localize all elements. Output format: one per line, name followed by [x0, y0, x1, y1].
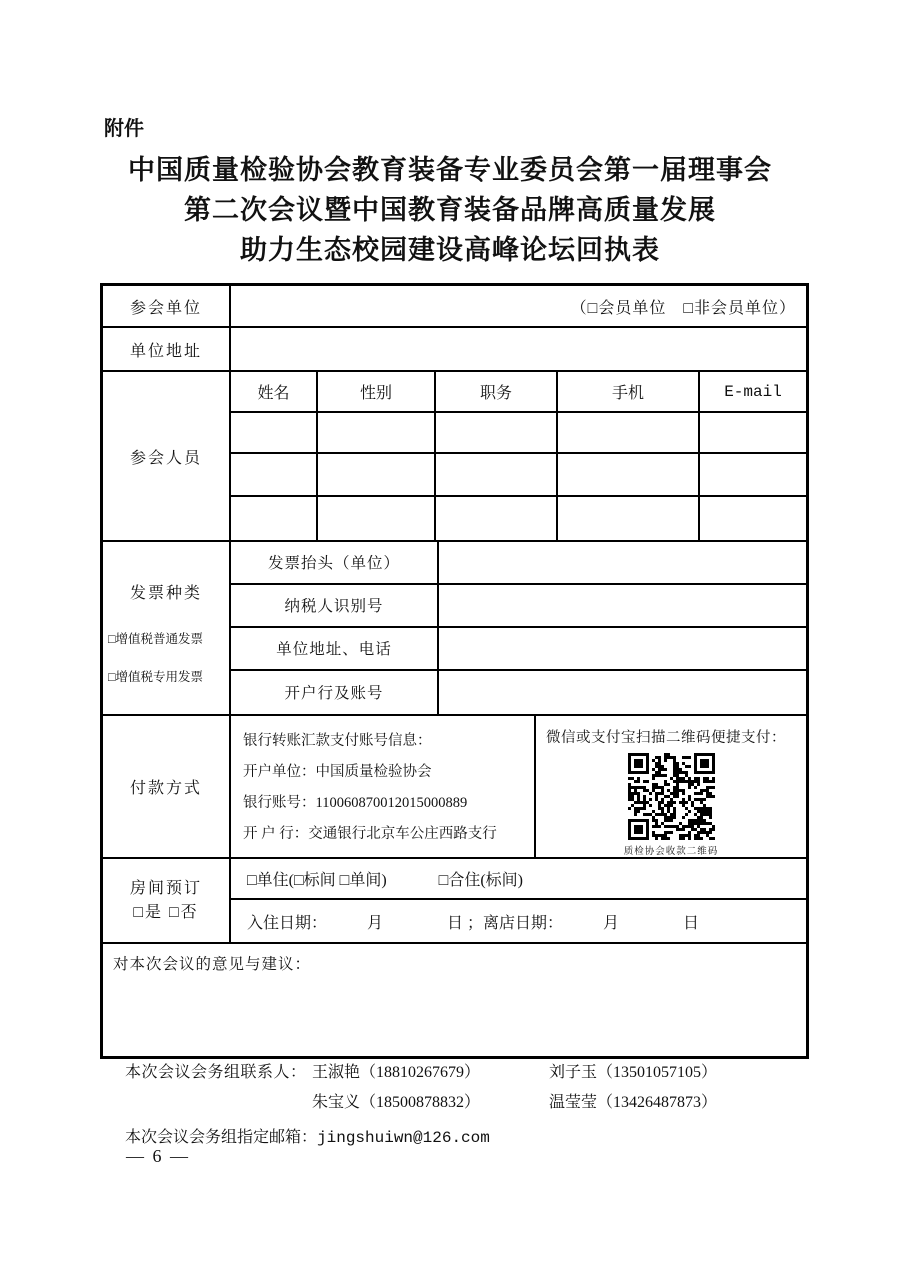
address-input-cell[interactable]: [231, 328, 806, 370]
bank-account-input-cell[interactable]: [439, 671, 806, 714]
unit-address-phone-input-cell[interactable]: [439, 628, 806, 669]
email-address: jingshuiwn@126.com: [317, 1129, 490, 1147]
row-room: [103, 859, 806, 944]
participant-position-cell[interactable]: [436, 413, 558, 452]
row-address: [103, 328, 806, 372]
title-line-2: 第二次会议暨中国教育装备品牌高质量发展: [184, 195, 716, 225]
room-dates-line[interactable]: 入住日期： 月 日 ；离店日期： 月 日: [247, 914, 700, 932]
participant-gender-cell[interactable]: [318, 454, 436, 495]
invoice-field-row: [231, 542, 806, 585]
document-title: [0, 150, 900, 270]
address-label: 单位地址: [103, 328, 231, 370]
participant-row: [231, 497, 806, 540]
attachment-label: 附件: [104, 118, 144, 140]
title-line-3: 助力生态校园建设高峰论坛回执表: [240, 235, 660, 265]
invoice-title-label: 发票抬头（单位）: [231, 542, 439, 583]
qr-caption: 质检协会收款二维码: [623, 847, 719, 857]
participant-name-cell[interactable]: [231, 413, 318, 452]
comments-label: 对本次会议的意见与建议：: [113, 956, 312, 973]
invoice-field-row: [231, 628, 806, 671]
bank-transfer-info: [231, 716, 536, 857]
participant-email-cell[interactable]: [700, 413, 806, 452]
participants-header-row: [231, 372, 806, 413]
invoice-field-row: [231, 585, 806, 629]
email-label: 本次会议会务组指定邮箱：: [125, 1129, 318, 1146]
participant-name-cell[interactable]: [231, 454, 318, 495]
page-number: — 6 —: [126, 1146, 190, 1166]
participant-mobile-cell[interactable]: [558, 413, 700, 452]
participant-email-cell[interactable]: [700, 497, 806, 540]
col-header-email: E-mail: [724, 382, 782, 401]
contact-4: 温莹莹（13426487873）: [549, 1094, 718, 1111]
col-header-position: 职务: [436, 372, 558, 411]
col-header-gender: 性别: [318, 372, 436, 411]
qr-payment-title: 微信或支付宝扫描二维码便捷支付：: [546, 730, 786, 746]
payment-label: 付款方式: [103, 716, 231, 857]
participant-gender-cell[interactable]: [318, 497, 436, 540]
participant-position-cell[interactable]: [436, 454, 558, 495]
invoice-label: 发票种类: [129, 585, 202, 602]
contact-3: 朱宝义（18500878832）: [312, 1094, 481, 1111]
participant-email-cell[interactable]: [700, 454, 806, 495]
checkbox-room-shared[interactable]: □合住(标间): [438, 872, 523, 890]
participants-label: 参会人员: [103, 372, 231, 540]
participant-mobile-cell[interactable]: [558, 497, 700, 540]
bank-account-label: 开户行及账号: [231, 671, 439, 714]
participants-grid: [231, 372, 806, 540]
contacts-block: [125, 1058, 786, 1118]
checkbox-vat-special[interactable]: □增值税专用发票: [108, 670, 204, 684]
room-reservation-cell: [103, 859, 231, 942]
invoice-title-input-cell[interactable]: [439, 542, 806, 583]
unit-label: 参会单位: [103, 286, 231, 326]
contact-2: 刘子玉（13501057105）: [549, 1064, 718, 1081]
bank-info-title: 银行转账汇款支付账号信息：: [243, 733, 432, 749]
title-line-1: 中国质量检验协会教育装备专业委员会第一届理事会: [128, 155, 772, 185]
room-type-row: [231, 859, 806, 900]
col-header-name: 姓名: [231, 372, 318, 411]
participant-name-cell[interactable]: [231, 497, 318, 540]
comments-input-cell[interactable]: [103, 944, 806, 1056]
row-unit: [103, 286, 806, 328]
participant-row: [231, 454, 806, 497]
unit-input-cell[interactable]: [231, 286, 806, 326]
invoice-field-row: [231, 671, 806, 714]
email-block: [125, 1124, 490, 1147]
qr-payment-area: [536, 716, 806, 857]
room-options-rows: [231, 859, 806, 942]
bank-account-name: 开户单位：中国质量检验协会: [243, 764, 432, 780]
contacts-line-2: [125, 1088, 786, 1118]
unit-address-phone-label: 单位地址、电话: [231, 628, 439, 669]
invoice-type-cell: [103, 542, 231, 714]
checkbox-room-yes-no[interactable]: □是 □否: [133, 903, 199, 921]
participant-row: [231, 413, 806, 454]
row-invoice: [103, 542, 806, 716]
taxpayer-id-input-cell[interactable]: [439, 585, 806, 627]
room-label: 房间预订: [129, 879, 202, 897]
participant-mobile-cell[interactable]: [558, 454, 700, 495]
qr-code-icon: [628, 753, 715, 840]
contact-1: 王淑艳（18810267679）: [312, 1064, 481, 1081]
participant-gender-cell[interactable]: [318, 413, 436, 452]
row-participants: [103, 372, 806, 542]
contacts-label: 本次会议会务组联系人：: [125, 1064, 307, 1081]
room-dates-row: [231, 900, 806, 942]
membership-checkboxes[interactable]: （□会员单位 □非会员单位）: [570, 299, 796, 317]
row-comments: [103, 944, 806, 1056]
contacts-line-1: [125, 1058, 786, 1088]
col-header-mobile: 手机: [558, 372, 700, 411]
checkbox-room-single[interactable]: □单住(□标间 □单间): [247, 872, 387, 890]
checkbox-vat-general[interactable]: □增值税普通发票: [108, 632, 204, 646]
registration-form-table: [100, 283, 809, 1059]
row-payment: [103, 716, 806, 859]
invoice-fields: [231, 542, 806, 714]
bank-account-number: 银行账号：110060870012015000889: [243, 795, 468, 811]
taxpayer-id-label: 纳税人识别号: [231, 585, 439, 627]
bank-branch: 开 户 行：交通银行北京车公庄西路支行: [243, 826, 497, 842]
participant-position-cell[interactable]: [436, 497, 558, 540]
